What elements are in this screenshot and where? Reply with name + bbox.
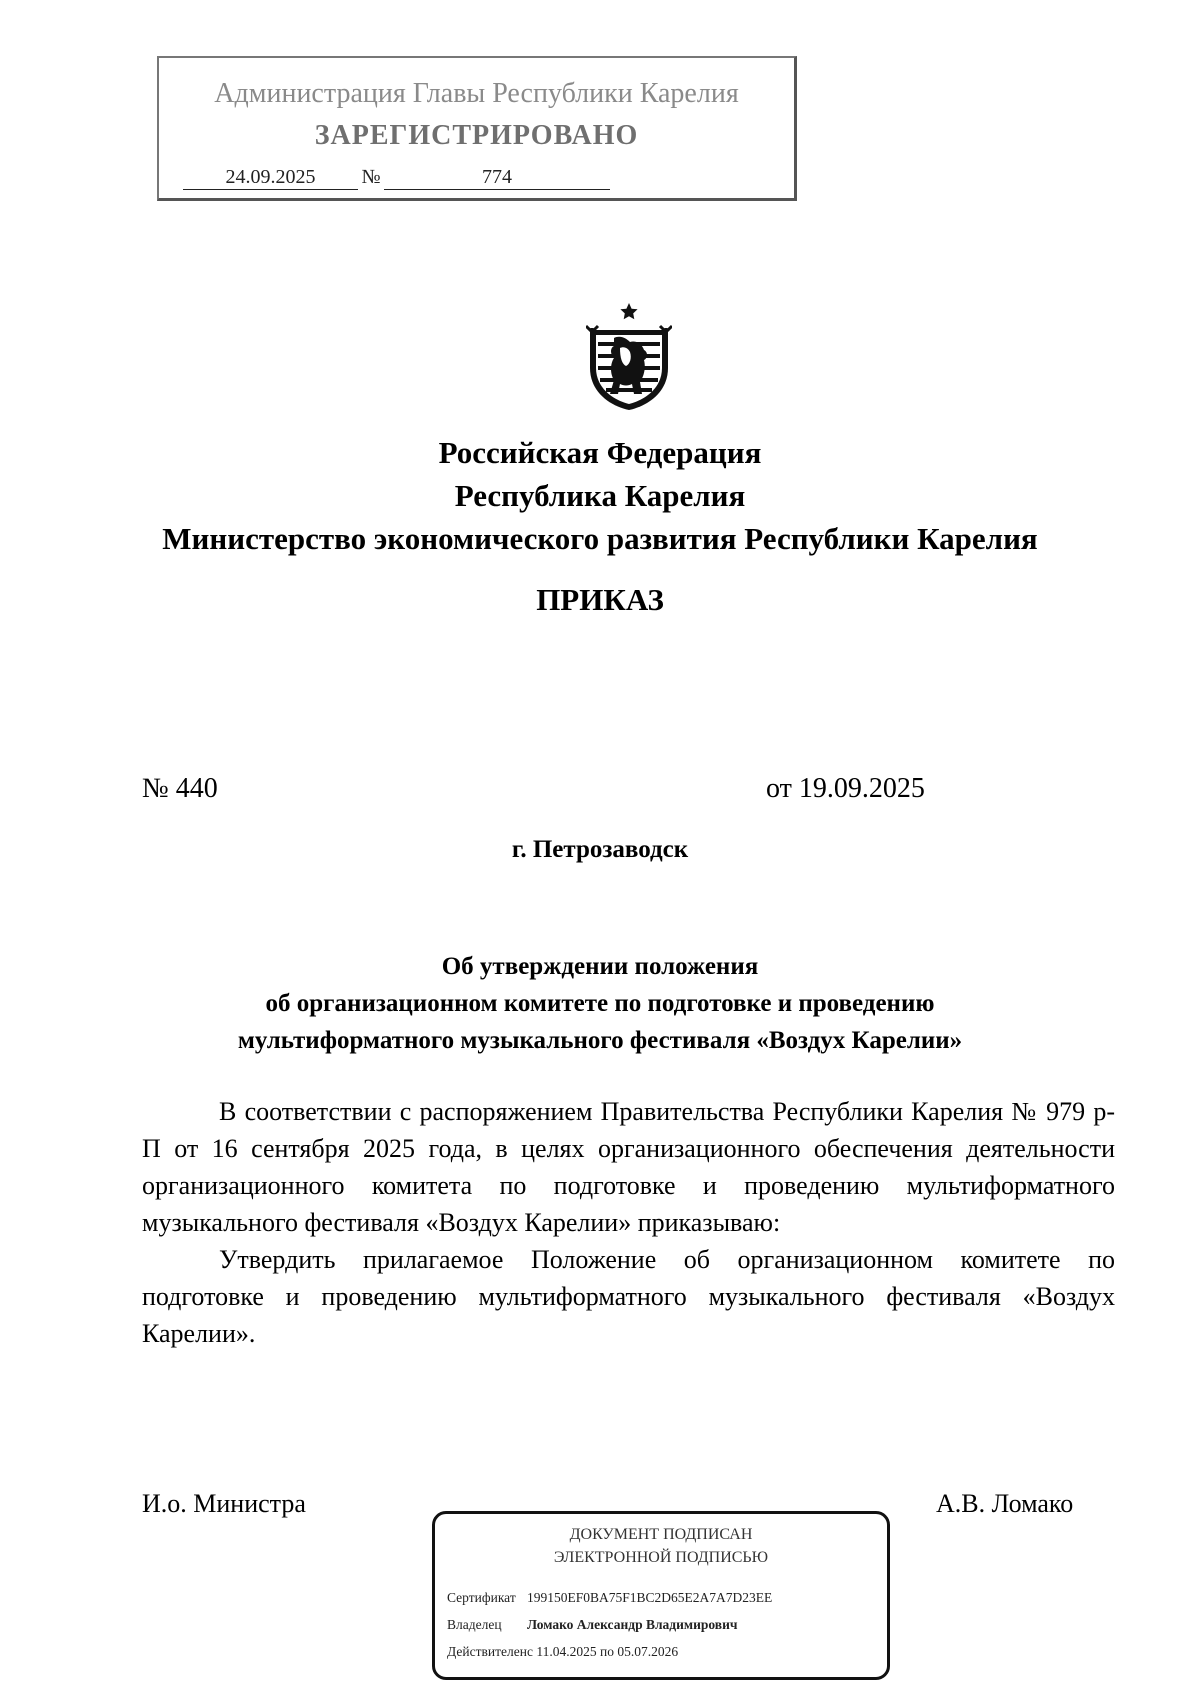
registration-stamp xyxy=(157,56,797,201)
signatory-name: А.В. Ломако xyxy=(936,1489,1074,1518)
subject-line-2: об организационном комитете по подготовке и проведению xyxy=(265,990,935,1017)
esig-owner-label: Владелец xyxy=(447,1617,502,1632)
esig-validity-label: Действителен xyxy=(447,1644,527,1659)
esig-title-line-1: ДОКУМЕНТ ПОДПИСАН xyxy=(569,1526,753,1543)
esig-certificate-value: 199150EF0BA75F1BC2D65E2A7A7D23EE xyxy=(527,1590,773,1605)
order-city: г. Петрозаводск xyxy=(511,836,689,863)
esig-validity-value: с 11.04.2025 по 05.07.2026 xyxy=(527,1644,679,1659)
header-ministry: Министерство экономического развития Республики Карелия xyxy=(162,521,1038,556)
subject-line-1: Об утверждении положения xyxy=(441,953,759,980)
esig-certificate-label: Сертификат xyxy=(447,1590,516,1605)
document-type-title: ПРИКАЗ xyxy=(536,582,664,617)
registration-status: ЗАРЕГИСТРИРОВАНО xyxy=(314,120,639,151)
registration-number-sign: № xyxy=(361,166,381,188)
esig-owner-value: Ломако Александр Владимирович xyxy=(527,1617,738,1632)
subject-line-3: мультиформатного музыкального фестиваля «Воздух Карелии» xyxy=(237,1027,963,1054)
signatory-role: И.о. Министра xyxy=(142,1489,306,1518)
esig-title-line-2: ЭЛЕКТРОННОЙ ПОДПИСЬЮ xyxy=(553,1549,769,1566)
esig-certificate-row xyxy=(447,1590,772,1606)
order-number: № 440 xyxy=(142,773,218,804)
karelia-coat-of-arms-icon xyxy=(586,302,672,412)
body-paragraph-2: Утвердить прилагаемое Положение об организационном комитете по подготовке и проведению мультиформатного музыкального фестиваля «Воздух Карелии». xyxy=(142,1245,1115,1348)
registration-number: 774 xyxy=(384,166,610,190)
order-date: от 19.09.2025 xyxy=(766,773,925,804)
header-country: Российская Федерация xyxy=(438,435,762,470)
registration-date: 24.09.2025 xyxy=(183,166,358,190)
electronic-signature-stamp xyxy=(432,1511,890,1680)
registration-org: Администрация Главы Республики Карелия xyxy=(214,78,739,109)
order-body xyxy=(142,1093,1115,1352)
header-republic: Республика Карелия xyxy=(454,478,746,513)
esig-validity-row xyxy=(447,1644,678,1660)
order-subject xyxy=(0,948,1200,1059)
registration-row xyxy=(183,166,610,190)
esig-owner-row xyxy=(447,1617,737,1633)
body-paragraph-1: В соответствии с распоряжением Правительства Республики Карелия № 979 р-П от 16 сентября 2025 года, в целях организационного обеспечения деятельности организационного комитета по подготовке и проведению мультиформатного музыкального фестиваля «Воздух Карелии» приказываю: xyxy=(142,1097,1115,1237)
